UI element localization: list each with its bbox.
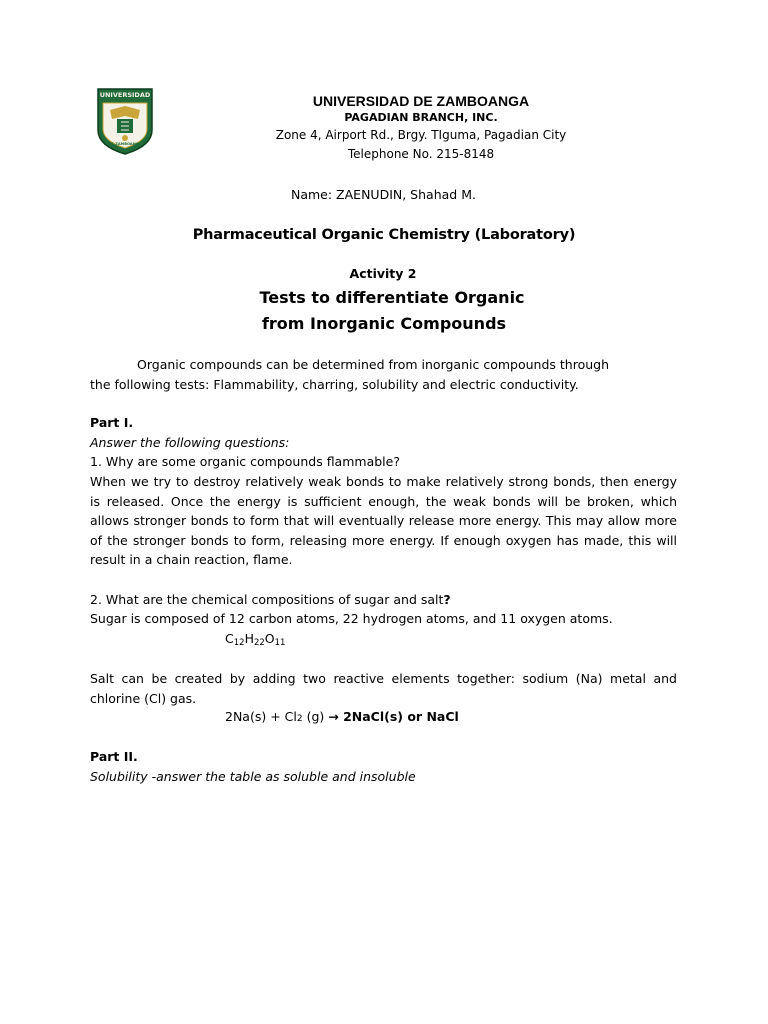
formula-carbon: C [225, 631, 234, 646]
activity-title-line-1: Tests to differentiate Organic [259, 288, 525, 307]
branch-name: PAGADIAN BRANCH, INC. [344, 111, 498, 124]
course-title: Pharmaceutical Organic Chemistry (Laboratory) [192, 227, 576, 243]
reaction-arrow-icon: → [328, 709, 339, 724]
equation-chlorine-count: 2 [296, 714, 303, 724]
part1-instruction: Answer the following questions: [90, 435, 290, 450]
activity-label: Activity 2 [349, 266, 417, 281]
student-name: Name: ZAENUDIN, Shahad M. [291, 187, 476, 202]
part1-heading: Part I. [90, 415, 134, 430]
telephone: Telephone No. 215-8148 [347, 147, 495, 161]
question-2-text: 2. What are the chemical compositions of sugar and salt [90, 592, 444, 607]
question-2-mark: ? [443, 592, 451, 607]
answer-1: When we try to destroy relatively weak bonds to make relatively strong bonds, then energy is released. Once the energy is sufficient enough, the weak bonds will be broken, which allows stronger bonds to form that will eventually release more energy. This may allow more of the stronger bonds to form, releasing more energy. If enough oxygen has made, this will result in a chain reaction, flame. [90, 474, 677, 568]
intro-paragraph: Organic compounds can be determined from inorganic compounds through the following tests: Flammability, charring, solubility and electric conductivity. [90, 357, 609, 392]
question-2 [90, 590, 677, 610]
formula-carbon-count: 12 [233, 638, 245, 648]
university-name: UNIVERSIDAD DE ZAMBOANGA [312, 93, 530, 109]
address: Zone 4, Airport Rd., Brgy. TIguma, Pagadian City [275, 128, 567, 142]
part2-heading: Part II. [90, 749, 138, 764]
answer-2-salt: Salt can be created by adding two reactive elements together: sodium (Na) metal and chlorine (Cl) gas. [90, 671, 677, 706]
equation-products: 2NaCl(s) or NaCl [338, 709, 459, 724]
logo-top-text: UNIVERSIDAD [99, 91, 151, 99]
salt-equation [225, 709, 459, 724]
activity-title-line-2: from Inorganic Compounds [261, 314, 507, 333]
formula-hydrogen-count: 22 [253, 638, 265, 648]
logo-bottom-text: DE ZAMBOANGA [108, 142, 142, 146]
question-1: 1. Why are some organic compounds flammable? [90, 454, 400, 469]
formula-oxygen-count: 11 [274, 638, 286, 648]
sugar-formula [225, 631, 285, 646]
equation-gas-state: (g) [302, 709, 329, 724]
equation-reactants: 2Na(s) + Cl [225, 709, 297, 724]
formula-oxygen: O [264, 631, 275, 646]
part2-instruction: Solubility -answer the table as soluble and insoluble [90, 769, 416, 784]
formula-hydrogen: H [244, 631, 254, 646]
answer-2-sugar: Sugar is composed of 12 carbon atoms, 22 hydrogen atoms, and 11 oxygen atoms. [90, 611, 613, 626]
